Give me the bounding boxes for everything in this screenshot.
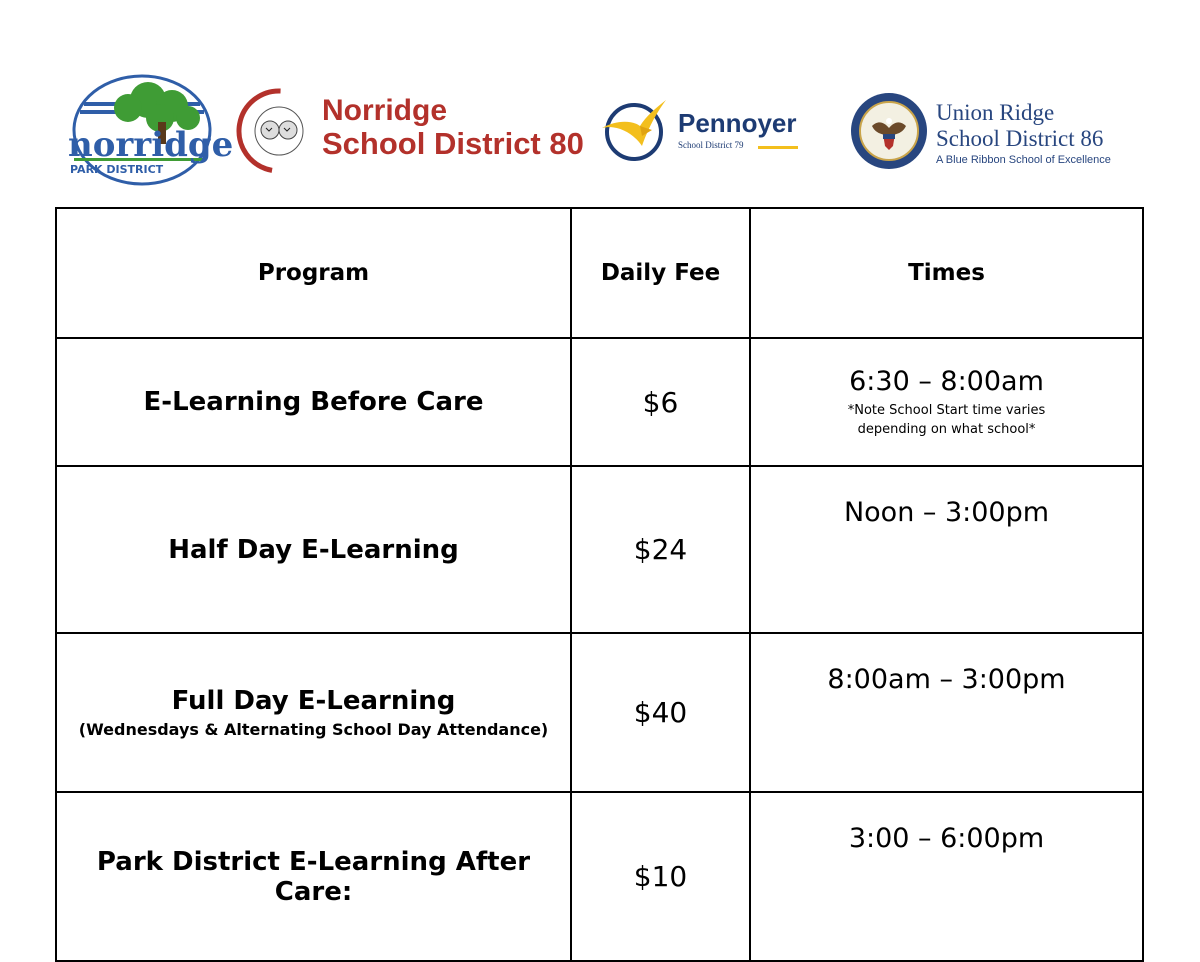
header-program: Program xyxy=(56,208,571,338)
program-cell xyxy=(56,338,571,466)
daily-fee: $24 xyxy=(633,533,688,566)
norridge-school-district-80-logo xyxy=(236,88,586,178)
fee-cell xyxy=(571,633,750,792)
daily-fee: $6 xyxy=(642,385,679,419)
fee-cell xyxy=(571,792,750,961)
program-name: Park District E-Learning After Care: xyxy=(96,846,531,907)
table-row xyxy=(56,792,1143,961)
program-name: E-Learning Before Care xyxy=(143,387,484,417)
district-80-name-line1: Norridge xyxy=(322,94,448,127)
program-fee-table xyxy=(55,207,1144,962)
program-times: 8:00am – 3:00pm xyxy=(827,664,1066,695)
times-cell xyxy=(750,466,1143,633)
pennoyer-underline xyxy=(758,146,798,149)
program-note: (Wednesdays & Alternating School Day Attendance) xyxy=(78,720,549,739)
program-times: 6:30 – 8:00am xyxy=(849,365,1044,397)
times-note-line2: depending on what school* xyxy=(857,421,1036,437)
logo-bar xyxy=(0,60,1200,200)
header-daily-fee: Daily Fee xyxy=(571,208,750,338)
union-ridge-name-line1: Union Ridge xyxy=(936,100,1055,125)
table-header-row xyxy=(56,208,1143,338)
union-ridge-tagline: A Blue Ribbon School of Excellence xyxy=(936,154,1111,166)
pennoyer-subtitle: School District 79 xyxy=(678,140,744,150)
program-times: Noon – 3:00pm xyxy=(843,497,1050,528)
pennoyer-eagle-icon xyxy=(594,94,674,164)
program-times: 3:00 – 6:00pm xyxy=(848,823,1045,854)
daily-fee: $10 xyxy=(633,860,688,893)
district-80-seal xyxy=(236,88,322,174)
times-cell xyxy=(750,338,1143,466)
times-cell xyxy=(750,792,1143,961)
park-district-subtitle: PARK DISTRICT xyxy=(70,163,164,176)
daily-fee: $40 xyxy=(633,696,688,729)
pennoyer-logo xyxy=(594,94,809,164)
table-row xyxy=(56,633,1143,792)
times-note xyxy=(751,401,1142,439)
norridge-park-wordmark: norridge xyxy=(68,125,234,165)
norridge-park-logo-graphic xyxy=(66,72,234,190)
fee-cell xyxy=(571,338,750,466)
times-note-line1: *Note School Start time varies xyxy=(847,402,1046,418)
fee-cell xyxy=(571,466,750,633)
program-cell xyxy=(56,466,571,633)
union-ridge-logo xyxy=(848,90,1138,176)
pennoyer-name: Pennoyer xyxy=(678,108,797,138)
program-name: Full Day E-Learning xyxy=(171,686,456,716)
table-row xyxy=(56,338,1143,466)
program-cell xyxy=(56,633,571,792)
norridge-park-district-logo xyxy=(66,72,234,190)
union-ridge-name-line2: School District 86 xyxy=(936,126,1104,151)
header-times: Times xyxy=(750,208,1143,338)
program-cell xyxy=(56,792,571,961)
program-name: Half Day E-Learning xyxy=(168,534,459,565)
table-row xyxy=(56,466,1143,633)
district-80-name-line2: School District 80 xyxy=(322,126,584,161)
times-cell xyxy=(750,633,1143,792)
blue-ribbon-seal-icon xyxy=(848,90,930,172)
